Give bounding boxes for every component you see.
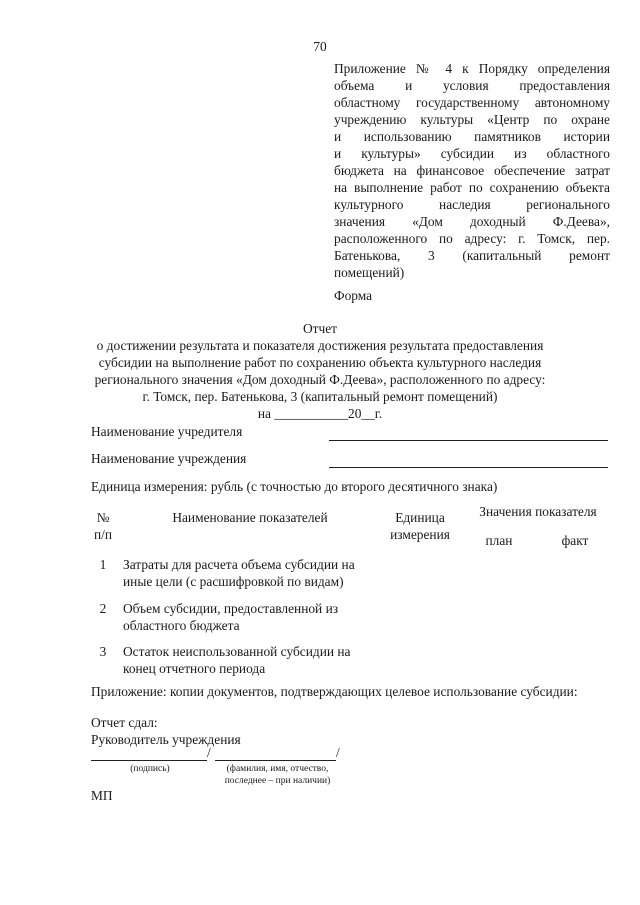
full-name-caption-line: (фамилия, имя, отчество, bbox=[226, 764, 329, 774]
row-name bbox=[123, 556, 355, 590]
column-header-name: Наименование показателей bbox=[172, 510, 328, 525]
appendix-note bbox=[334, 60, 610, 281]
column-header-number-line: № bbox=[96, 510, 110, 525]
appendix-line: учреждению культуры «Центр по охране bbox=[334, 112, 610, 127]
appendix-line: и использованию памятников истории bbox=[334, 129, 610, 144]
row-name-line: Затраты для расчета объема субсидии на bbox=[123, 557, 355, 572]
report-title-line: субсидии на выполнение работ по сохранению объекта культурного наследия bbox=[98, 355, 542, 370]
report-heading: Отчет bbox=[302, 321, 338, 336]
column-header-unit-line: Единица bbox=[395, 510, 445, 525]
column-header-unit-line: измерения bbox=[390, 527, 450, 542]
column-header-unit bbox=[380, 509, 460, 543]
appendix-line: бюджета на финансовое обеспечение затрат bbox=[334, 163, 610, 178]
founder-input-line[interactable] bbox=[329, 440, 608, 441]
form-label: Форма bbox=[334, 288, 373, 303]
row-number: 3 bbox=[99, 644, 107, 659]
row-name bbox=[123, 600, 338, 634]
appendix-line: на выполнение работ по сохранению объекта bbox=[334, 180, 610, 195]
institution-label: Наименование учреждения bbox=[91, 451, 247, 466]
row-name bbox=[123, 643, 351, 677]
column-header-values: Значения показателя bbox=[479, 504, 597, 519]
unit-of-measure: Единица измерения: рубль (с точностью до второго десятичного знака) bbox=[91, 479, 498, 494]
report-date-line: на ___________20__г. bbox=[257, 406, 383, 421]
appendix-line: и культуры» субсидии из областного bbox=[334, 146, 610, 161]
row-number: 1 bbox=[99, 557, 107, 572]
appendix-line: расположенного по адресу: г. Томск, пер. bbox=[334, 231, 610, 246]
row-number: 2 bbox=[99, 601, 107, 616]
appendix-line: культурного наследия регионального bbox=[334, 197, 610, 212]
appendix-line: помещений) bbox=[334, 265, 405, 280]
full-name-caption-line: последнее – при наличии) bbox=[224, 776, 331, 786]
column-header-number bbox=[92, 509, 114, 543]
head-of-institution-label: Руководитель учреждения bbox=[91, 732, 241, 747]
column-header-number-line: п/п bbox=[93, 527, 113, 542]
column-header-plan: план bbox=[485, 533, 513, 548]
institution-input-line[interactable] bbox=[329, 467, 608, 468]
report-title-line: регионального значения «Дом доходный Ф.Деева», расположенного по адресу: bbox=[94, 372, 546, 387]
signature-caption: (подпись) bbox=[130, 764, 170, 774]
signature-separator: / bbox=[207, 745, 211, 760]
row-name-line: Объем субсидии, предоставленной из bbox=[123, 601, 339, 616]
report-title-line: о достижении результата и показателя достижения результата предоставления bbox=[96, 338, 544, 353]
attachment-note: Приложение: копии документов, подтверждающих целевое использование субсидии: bbox=[91, 684, 578, 699]
row-name-line: Остаток неиспользованной субсидии на bbox=[123, 644, 351, 659]
appendix-line: Батенькова, 3 (капитальный ремонт bbox=[334, 248, 610, 263]
page-number: 70 bbox=[313, 39, 327, 54]
row-name-line: иные цели (с расшифровкой по видам) bbox=[123, 574, 344, 589]
stamp-place: МП bbox=[91, 788, 113, 803]
full-name-line[interactable] bbox=[215, 760, 336, 761]
signature-separator: / bbox=[336, 745, 340, 760]
row-name-line: конец отчетного периода bbox=[123, 661, 266, 676]
row-name-line: областного бюджета bbox=[123, 618, 240, 633]
column-header-fact: факт bbox=[561, 533, 589, 548]
report-submitted-label: Отчет сдал: bbox=[91, 715, 158, 730]
founder-label: Наименование учредителя bbox=[91, 424, 243, 439]
full-name-caption bbox=[205, 763, 350, 787]
report-title-line: г. Томск, пер. Батенькова, 3 (капитальный ремонт помещений) bbox=[142, 389, 498, 404]
appendix-line: значения «Дом доходный Ф.Деева», bbox=[334, 214, 610, 229]
appendix-line: объема и условия предоставления bbox=[334, 78, 610, 93]
report-title bbox=[0, 320, 640, 422]
appendix-line: областному государственному автономному bbox=[334, 95, 610, 110]
appendix-line: Приложение № 4 к Порядку определения bbox=[334, 61, 610, 76]
signature-line[interactable] bbox=[91, 760, 207, 761]
